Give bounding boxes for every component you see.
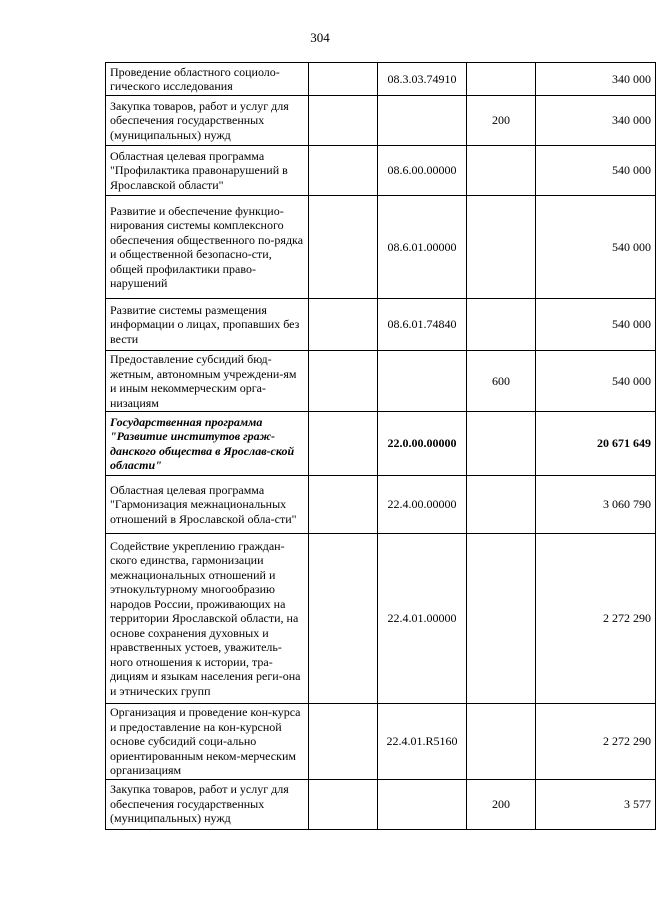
page-number: 304 xyxy=(310,30,330,45)
row-amount-cell: 2 272 290 xyxy=(536,534,656,704)
row-empty-cell xyxy=(309,351,378,412)
row-type-cell: 200 xyxy=(467,779,536,829)
row-empty-cell xyxy=(309,63,378,96)
row-empty-cell xyxy=(309,534,378,704)
row-name-cell: Развитие системы размещения информации о лицах, пропавших без вести xyxy=(106,299,309,351)
row-code-cell: 22.4.01.R5160 xyxy=(378,704,467,780)
row-empty-cell xyxy=(309,779,378,829)
table-row xyxy=(106,196,656,299)
row-type-cell xyxy=(467,63,536,96)
row-amount-cell: 540 000 xyxy=(536,351,656,412)
row-type-cell xyxy=(467,476,536,534)
row-empty-cell xyxy=(309,476,378,534)
row-amount-cell: 20 671 649 xyxy=(536,412,656,476)
table-row xyxy=(106,412,656,476)
row-empty-cell xyxy=(309,412,378,476)
budget-table-body xyxy=(106,63,656,830)
table-row xyxy=(106,299,656,351)
row-name-cell: Закупка товаров, работ и услуг для обеспечения государственных (муниципальных) нужд xyxy=(106,779,309,829)
table-row xyxy=(106,476,656,534)
row-empty-cell xyxy=(309,196,378,299)
row-name-cell: Развитие и обеспечение функцио-нирования системы комплексного обеспечения общественного по-рядка и общественной безопасно-сти, общей профилактики право-нарушений xyxy=(106,196,309,299)
row-amount-cell: 340 000 xyxy=(536,63,656,96)
row-name-cell: Организация и проведение кон-курса и предоставление на кон-курсной основе субсидий соци-ально ориентированным неком-мерческим организациям xyxy=(106,704,309,780)
row-type-cell: 600 xyxy=(467,351,536,412)
row-code-cell: 08.6.00.00000 xyxy=(378,146,467,196)
row-amount-cell: 540 000 xyxy=(536,146,656,196)
row-name-cell: Государственная программа "Развитие институтов граж-данского общества в Ярослав-ской области" xyxy=(106,412,309,476)
table-row xyxy=(106,534,656,704)
row-code-cell: 22.0.00.00000 xyxy=(378,412,467,476)
row-name-cell: Областная целевая программа "Профилактика правонарушений в Ярославской области" xyxy=(106,146,309,196)
row-type-cell xyxy=(467,196,536,299)
row-empty-cell xyxy=(309,96,378,146)
table-row xyxy=(106,351,656,412)
row-code-cell: 08.6.01.00000 xyxy=(378,196,467,299)
table-row xyxy=(106,96,656,146)
row-empty-cell xyxy=(309,146,378,196)
row-name-cell: Содействие укреплению граждан-ского единства, гармонизации межнациональных отношений и этнокультурному многообразию народов России, проживающих на территории Ярославской области, на основе сохранения духовных и нравственных устоев, уважитель-ного отношения к истории, тра-дициям и языкам населения реги-она и этнических групп xyxy=(106,534,309,704)
row-type-cell xyxy=(467,704,536,780)
table-row xyxy=(106,146,656,196)
row-type-cell: 200 xyxy=(467,96,536,146)
row-code-cell xyxy=(378,779,467,829)
row-type-cell xyxy=(467,534,536,704)
row-amount-cell: 540 000 xyxy=(536,299,656,351)
row-type-cell xyxy=(467,146,536,196)
row-code-cell: 22.4.00.00000 xyxy=(378,476,467,534)
row-code-cell xyxy=(378,351,467,412)
table-row xyxy=(106,63,656,96)
budget-table xyxy=(105,62,656,830)
table-row xyxy=(106,779,656,829)
row-type-cell xyxy=(467,412,536,476)
row-code-cell: 08.6.01.74840 xyxy=(378,299,467,351)
row-amount-cell: 3 060 790 xyxy=(536,476,656,534)
row-code-cell: 08.3.03.74910 xyxy=(378,63,467,96)
row-empty-cell xyxy=(309,299,378,351)
row-name-cell: Закупка товаров, работ и услуг для обеспечения государственных (муниципальных) нужд xyxy=(106,96,309,146)
row-type-cell xyxy=(467,299,536,351)
row-amount-cell: 2 272 290 xyxy=(536,704,656,780)
row-empty-cell xyxy=(309,704,378,780)
row-code-cell: 22.4.01.00000 xyxy=(378,534,467,704)
row-amount-cell: 540 000 xyxy=(536,196,656,299)
row-amount-cell: 3 577 xyxy=(536,779,656,829)
row-name-cell: Проведение областного социоло-гического исследования xyxy=(106,63,309,96)
row-code-cell xyxy=(378,96,467,146)
row-name-cell: Предоставление субсидий бюд-жетным, автономным учреждени-ям и иным некоммерческим орга-низациям xyxy=(106,351,309,412)
row-name-cell: Областная целевая программа "Гармонизация межнациональных отношений в Ярославской обла-сти" xyxy=(106,476,309,534)
table-row xyxy=(106,704,656,780)
row-amount-cell: 340 000 xyxy=(536,96,656,146)
